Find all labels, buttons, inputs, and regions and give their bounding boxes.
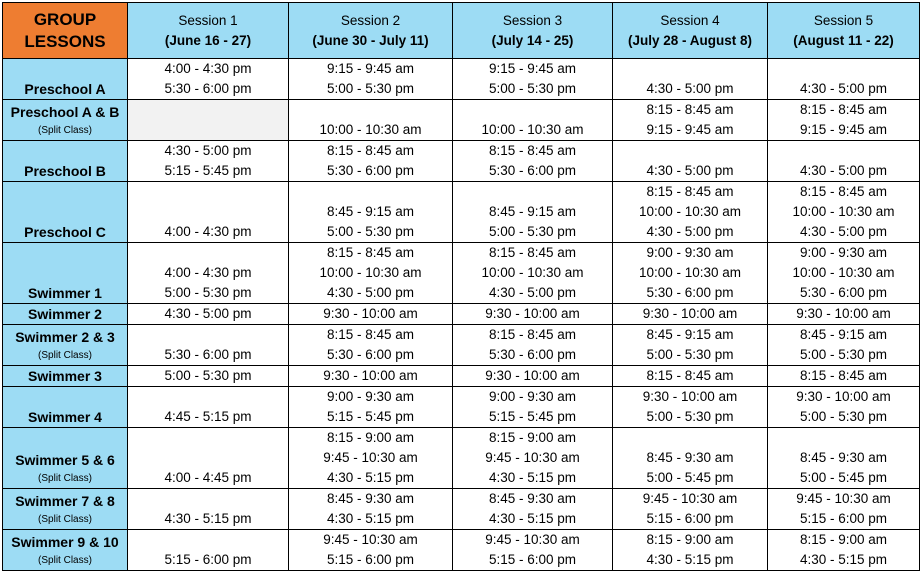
- time-slot: 9:00 - 9:30 am: [646, 245, 734, 260]
- session-3-times: [453, 325, 613, 366]
- time-slot: 8:45 - 9:15 am: [326, 204, 415, 219]
- time-slot: 5:00 - 5:30 pm: [164, 285, 252, 300]
- session-1-times: [128, 59, 289, 100]
- time-slot: 8:15 - 8:45 am: [799, 368, 888, 383]
- session-1-times: [128, 182, 289, 243]
- session-name: Session 3: [502, 12, 563, 28]
- time-slot: 5:30 - 6:00 pm: [326, 347, 415, 362]
- class-name: Swimmer 2: [28, 306, 102, 322]
- time-slot: 4:30 - 5:15 pm: [799, 552, 888, 567]
- session-3-times: [453, 100, 613, 141]
- session-name: Session 5: [813, 12, 874, 28]
- session-5-times: [768, 100, 920, 141]
- time-slot: 8:45 - 9:30 am: [799, 450, 888, 465]
- time-slot: 10:00 - 10:30 am: [481, 122, 584, 137]
- table-row: [3, 304, 920, 325]
- time-slot: 8:15 - 9:00 am: [488, 430, 577, 445]
- session-4-times: [613, 366, 768, 387]
- session-1-times: [128, 428, 289, 489]
- class-note: (Split Class): [38, 350, 92, 361]
- time-slot: 5:00 - 5:30 pm: [164, 368, 252, 383]
- time-slot: 8:45 - 9:30 am: [326, 491, 415, 506]
- table-row: [3, 59, 920, 100]
- time-slot: 9:45 - 10:30 am: [485, 450, 580, 465]
- table-row: [3, 366, 920, 387]
- session-4-times: [613, 100, 768, 141]
- time-slot: 9:30 - 10:00 am: [485, 306, 580, 321]
- session-1-times: [128, 325, 289, 366]
- time-slot: 4:00 - 4:30 pm: [164, 224, 252, 239]
- session-3-times: [453, 489, 613, 530]
- time-slot: 9:30 - 10:00 am: [796, 389, 891, 404]
- session-3-times: [453, 59, 613, 100]
- time-slot: 5:15 - 6:00 pm: [646, 511, 734, 526]
- class-note: (Split Class): [38, 473, 92, 484]
- time-slot: 10:00 - 10:30 am: [319, 122, 422, 137]
- class-label: [3, 243, 128, 304]
- class-label: [3, 325, 128, 366]
- session-2-times: [289, 304, 453, 325]
- time-slot: 9:15 - 9:45 am: [646, 122, 734, 137]
- time-slot: 5:15 - 5:45 pm: [164, 163, 252, 178]
- session-5-times: [768, 243, 920, 304]
- time-slot: 4:30 - 5:00 pm: [799, 163, 888, 178]
- session-5-times: [768, 530, 920, 571]
- session-4-times: [613, 325, 768, 366]
- session-2-times: [289, 387, 453, 428]
- class-label: [3, 100, 128, 141]
- session-3-times: [453, 141, 613, 182]
- class-name: Preschool A & B: [10, 104, 120, 120]
- time-slot: 5:00 - 5:30 pm: [488, 81, 577, 96]
- session-4-times: [613, 387, 768, 428]
- time-slot: 9:45 - 10:30 am: [642, 491, 738, 506]
- session-4-times: [613, 530, 768, 571]
- class-label: [3, 182, 128, 243]
- session-4-times: [613, 182, 768, 243]
- time-slot: 8:45 - 9:15 am: [488, 204, 577, 219]
- time-slot: 9:15 - 9:45 am: [799, 122, 888, 137]
- schedule-body: [3, 59, 920, 571]
- time-slot: 5:00 - 5:30 pm: [488, 224, 577, 239]
- time-slot: 8:15 - 8:45 am: [326, 143, 415, 158]
- class-name: Swimmer 7 & 8: [15, 493, 115, 509]
- session-1-header: [128, 3, 289, 59]
- time-slot: 8:15 - 9:00 am: [326, 430, 415, 445]
- time-slot: 5:15 - 6:00 pm: [326, 552, 415, 567]
- time-slot: 5:00 - 5:45 pm: [799, 470, 888, 485]
- time-slot: 5:00 - 5:30 pm: [799, 409, 888, 424]
- session-3-times: [453, 182, 613, 243]
- class-name: Preschool A: [24, 81, 106, 97]
- time-slot: 5:00 - 5:30 pm: [326, 81, 415, 96]
- time-slot: 10:00 - 10:30 am: [481, 265, 584, 280]
- time-slot: 5:00 - 5:30 pm: [799, 347, 888, 362]
- class-name: Preschool B: [24, 163, 106, 179]
- class-label: [3, 304, 128, 325]
- time-slot: 8:15 - 8:45 am: [646, 102, 734, 117]
- time-slot: 8:45 - 9:30 am: [646, 450, 734, 465]
- class-label: [3, 141, 128, 182]
- time-slot: 5:30 - 6:00 pm: [488, 163, 577, 178]
- session-2-times: [289, 243, 453, 304]
- time-slot: 4:30 - 5:15 pm: [326, 470, 415, 485]
- session-2-times: [289, 59, 453, 100]
- time-slot: 4:45 - 5:15 pm: [164, 409, 252, 424]
- class-note: (Split Class): [38, 125, 92, 136]
- session-5-times: [768, 325, 920, 366]
- session-dates: (June 30 - July 11): [312, 32, 429, 48]
- session-5-times: [768, 182, 920, 243]
- session-3-times: [453, 243, 613, 304]
- class-name: Swimmer 1: [28, 285, 102, 301]
- class-note: (Split Class): [38, 555, 92, 566]
- class-name: Swimmer 9 & 10: [11, 534, 119, 550]
- time-slot: 8:15 - 8:45 am: [326, 245, 415, 260]
- time-slot: 4:00 - 4:30 pm: [164, 265, 252, 280]
- time-slot: 4:00 - 4:45 pm: [164, 470, 252, 485]
- session-2-times: [289, 428, 453, 489]
- time-slot: 9:00 - 9:30 am: [799, 245, 888, 260]
- class-label: [3, 59, 128, 100]
- session-5-times: [768, 366, 920, 387]
- group-lessons-title: [3, 3, 128, 59]
- session-name: Session 4: [660, 12, 720, 28]
- session-3-times: [453, 387, 613, 428]
- time-slot: 4:30 - 5:00 pm: [488, 285, 577, 300]
- session-1-times: [128, 141, 289, 182]
- time-slot: 5:15 - 5:45 pm: [326, 409, 415, 424]
- time-slot: 8:45 - 9:15 am: [799, 327, 888, 342]
- time-slot: 5:00 - 5:30 pm: [326, 224, 415, 239]
- time-slot: 9:30 - 10:00 am: [796, 306, 891, 321]
- title-line-1: GROUP: [33, 9, 97, 29]
- time-slot: 10:00 - 10:30 am: [792, 265, 895, 280]
- time-slot: 8:15 - 8:45 am: [488, 245, 577, 260]
- session-1-times: [128, 304, 289, 325]
- time-slot: 9:30 - 10:00 am: [642, 306, 738, 321]
- time-slot: 8:15 - 8:45 am: [646, 184, 734, 199]
- class-label: [3, 428, 128, 489]
- session-dates: (July 14 - 25): [491, 32, 574, 48]
- time-slot: 4:30 - 5:00 pm: [646, 81, 734, 96]
- time-slot: 5:30 - 6:00 pm: [488, 347, 577, 362]
- session-1-times: [128, 100, 289, 141]
- session-2-header: [289, 3, 453, 59]
- table-row: [3, 530, 920, 571]
- time-slot: 4:30 - 5:00 pm: [164, 306, 252, 321]
- class-label: [3, 387, 128, 428]
- time-slot: 5:30 - 6:00 pm: [799, 285, 888, 300]
- session-2-times: [289, 182, 453, 243]
- time-slot: 4:30 - 5:00 pm: [799, 224, 888, 239]
- session-3-times: [453, 366, 613, 387]
- time-slot: 10:00 - 10:30 am: [638, 204, 742, 219]
- time-slot: 4:30 - 5:00 pm: [646, 224, 734, 239]
- session-dates: (June 16 - 27): [164, 32, 252, 48]
- session-4-times: [613, 141, 768, 182]
- time-slot: 8:15 - 8:45 am: [799, 184, 888, 199]
- time-slot: 10:00 - 10:30 am: [638, 265, 742, 280]
- table-row: [3, 489, 920, 530]
- time-slot: 5:00 - 5:30 pm: [646, 347, 734, 362]
- session-1-times: [128, 530, 289, 571]
- session-3-times: [453, 304, 613, 325]
- time-slot: 10:00 - 10:30 am: [792, 204, 895, 219]
- session-2-times: [289, 366, 453, 387]
- session-3-times: [453, 428, 613, 489]
- time-slot: 8:15 - 8:45 am: [646, 368, 734, 383]
- time-slot: 5:15 - 6:00 pm: [164, 552, 252, 567]
- time-slot: 5:00 - 5:30 pm: [646, 409, 734, 424]
- time-slot: 9:00 - 9:30 am: [488, 389, 577, 404]
- time-slot: 5:30 - 6:00 pm: [164, 81, 252, 96]
- session-name: Session 1: [178, 12, 238, 28]
- session-5-times: [768, 59, 920, 100]
- session-5-times: [768, 387, 920, 428]
- time-slot: 8:45 - 9:15 am: [646, 327, 734, 342]
- session-4-times: [613, 304, 768, 325]
- time-slot: 5:00 - 5:45 pm: [646, 470, 734, 485]
- time-slot: 5:15 - 6:00 pm: [799, 511, 888, 526]
- session-name: Session 2: [340, 12, 401, 28]
- session-4-times: [613, 243, 768, 304]
- session-5-times: [768, 304, 920, 325]
- time-slot: 8:15 - 8:45 am: [799, 102, 888, 117]
- time-slot: 9:45 - 10:30 am: [796, 491, 891, 506]
- session-2-times: [289, 141, 453, 182]
- time-slot: 8:15 - 8:45 am: [488, 327, 577, 342]
- session-4-header: [613, 3, 768, 59]
- session-2-times: [289, 489, 453, 530]
- session-5-times: [768, 489, 920, 530]
- time-slot: 9:30 - 10:00 am: [485, 368, 580, 383]
- time-slot: 8:45 - 9:30 am: [488, 491, 577, 506]
- time-slot: 5:15 - 6:00 pm: [488, 552, 577, 567]
- session-dates: (August 11 - 22): [793, 32, 894, 48]
- time-slot: 5:30 - 6:00 pm: [646, 285, 734, 300]
- table-row: [3, 100, 920, 141]
- session-1-times: [128, 366, 289, 387]
- time-slot: 9:30 - 10:00 am: [642, 389, 738, 404]
- time-slot: 4:30 - 5:00 pm: [326, 285, 415, 300]
- title-line-2: LESSONS: [24, 31, 106, 51]
- table-row: [3, 387, 920, 428]
- session-1-times: [128, 387, 289, 428]
- session-4-times: [613, 489, 768, 530]
- time-slot: 9:45 - 10:30 am: [485, 532, 580, 547]
- group-lessons-schedule: [2, 2, 920, 571]
- time-slot: 4:30 - 5:15 pm: [488, 470, 577, 485]
- session-5-times: [768, 428, 920, 489]
- time-slot: 9:45 - 10:30 am: [323, 532, 418, 547]
- time-slot: 8:15 - 8:45 am: [488, 143, 577, 158]
- time-slot: 9:30 - 10:00 am: [323, 306, 418, 321]
- table-row: [3, 182, 920, 243]
- time-slot: 8:15 - 9:00 am: [646, 532, 734, 547]
- class-name: Swimmer 2 & 3: [15, 329, 115, 345]
- time-slot: 4:30 - 5:00 pm: [799, 81, 888, 96]
- time-slot: 4:30 - 5:00 pm: [164, 143, 252, 158]
- class-label: [3, 366, 128, 387]
- session-2-times: [289, 530, 453, 571]
- time-slot: 4:30 - 5:00 pm: [646, 163, 734, 178]
- time-slot: 5:15 - 5:45 pm: [488, 409, 577, 424]
- class-name: Swimmer 3: [28, 368, 102, 384]
- time-slot: 4:30 - 5:15 pm: [646, 552, 734, 567]
- table-row: [3, 325, 920, 366]
- header-row: [3, 3, 920, 59]
- time-slot: 9:15 - 9:45 am: [326, 61, 415, 76]
- time-slot: 9:45 - 10:30 am: [323, 450, 418, 465]
- session-4-times: [613, 428, 768, 489]
- table-row: [3, 141, 920, 182]
- session-5-header: [768, 3, 920, 59]
- session-1-times: [128, 243, 289, 304]
- table-row: [3, 243, 920, 304]
- time-slot: 8:15 - 9:00 am: [799, 532, 888, 547]
- class-label: [3, 489, 128, 530]
- class-note: (Split Class): [38, 514, 92, 525]
- time-slot: 9:00 - 9:30 am: [326, 389, 415, 404]
- time-slot: 4:30 - 5:15 pm: [326, 511, 415, 526]
- session-3-times: [453, 530, 613, 571]
- time-slot: 9:30 - 10:00 am: [323, 368, 418, 383]
- time-slot: 10:00 - 10:30 am: [319, 265, 422, 280]
- session-2-times: [289, 100, 453, 141]
- time-slot: 5:30 - 6:00 pm: [164, 347, 252, 362]
- time-slot: 8:15 - 8:45 am: [326, 327, 415, 342]
- session-4-times: [613, 59, 768, 100]
- class-name: Swimmer 4: [28, 409, 102, 425]
- class-name: Preschool C: [24, 224, 106, 240]
- time-slot: 5:30 - 6:00 pm: [326, 163, 415, 178]
- class-label: [3, 530, 128, 571]
- time-slot: 4:30 - 5:15 pm: [164, 511, 252, 526]
- session-5-times: [768, 141, 920, 182]
- session-dates: (July 28 - August 8): [627, 32, 753, 48]
- time-slot: 4:30 - 5:15 pm: [488, 511, 577, 526]
- session-1-times: [128, 489, 289, 530]
- class-name: Swimmer 5 & 6: [15, 452, 115, 468]
- time-slot: 4:00 - 4:30 pm: [164, 61, 252, 76]
- session-3-header: [453, 3, 613, 59]
- session-2-times: [289, 325, 453, 366]
- time-slot: 9:15 - 9:45 am: [488, 61, 577, 76]
- table-row: [3, 428, 920, 489]
